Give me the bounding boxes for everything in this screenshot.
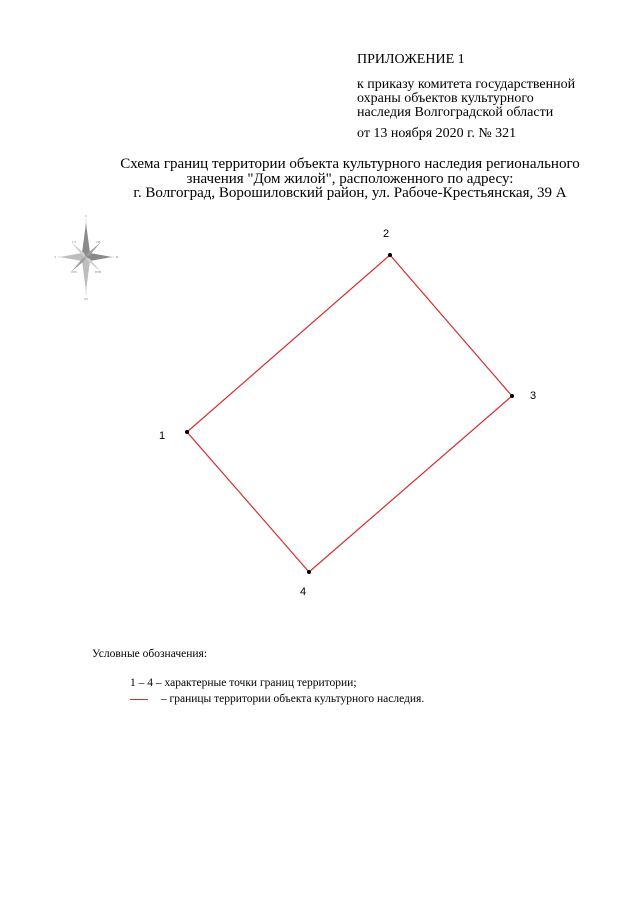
legend-points-symbol: 1 – 4 (130, 677, 153, 689)
compass-e: В (115, 255, 119, 259)
boundary-point-1 (185, 430, 189, 434)
point-label-2: 2 (383, 228, 390, 240)
territory-boundary (187, 255, 512, 572)
compass-rose-icon (54, 214, 119, 301)
compass-n: С (84, 214, 88, 218)
boundary-point-2 (388, 253, 392, 257)
boundary-point-4 (307, 570, 311, 574)
point-label-1: 1 (159, 430, 166, 442)
scheme-title-line: Схема границ территории объекта культурного наследия регионального (120, 156, 580, 172)
legend-points-text: – характерные точки границ территории; (153, 677, 357, 689)
order-line: наследия Волгоградской области (357, 105, 554, 120)
legend-item-points (130, 677, 357, 689)
point-label-4: 4 (300, 586, 307, 598)
legend-title: Условные обозначения: (92, 648, 208, 660)
scheme-title-line: значения "Дом жилой", расположенного по адресу: (186, 170, 514, 187)
boundary-point-3 (510, 394, 514, 398)
compass-sw: ЮЗ (71, 270, 77, 274)
appendix-title: ПРИЛОЖЕНИЕ 1 (357, 52, 465, 67)
scheme-title-line: г. Волгоград, Ворошиловский район, ул. Рабоче-Крестьянская, 39 А (133, 185, 567, 201)
legend-item-boundary (130, 693, 424, 705)
legend-boundary-text: – границы территории объекта культурного наследия. (158, 693, 425, 705)
compass-nw: СЗ (71, 240, 77, 244)
order-line: к приказу комитета государственной (357, 77, 576, 92)
point-label-3: 3 (530, 390, 537, 402)
compass-se: ЮВ (95, 270, 101, 274)
order-line: охраны объектов культурного (357, 91, 534, 106)
compass-s: Ю (84, 297, 88, 301)
compass-ne: СВ (95, 240, 101, 244)
compass-w: З (54, 255, 56, 259)
boundary-line-icon (130, 699, 148, 700)
order-date: от 13 ноября 2020 г. № 321 (357, 126, 517, 141)
